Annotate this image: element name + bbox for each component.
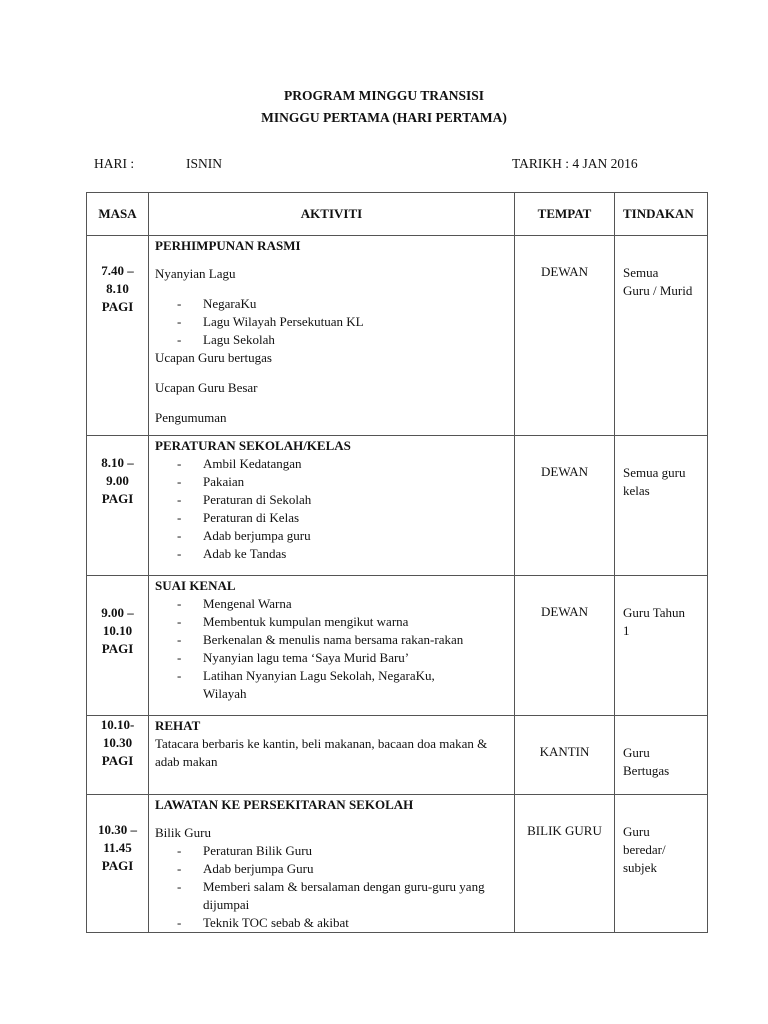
list-item: - Teknik TOC sebab & akibat <box>177 915 349 930</box>
table-row <box>87 436 708 576</box>
masa-cell: 10.10- 10.30 PAGI <box>87 716 149 795</box>
tempat-cell: DEWAN <box>515 436 615 576</box>
list-item: - Adab berjumpa Guru <box>177 861 314 876</box>
section-heading: PERATURAN SEKOLAH/KELAS <box>155 438 351 453</box>
tindakan-cell: Semua guru kelas <box>615 436 708 576</box>
masa-cell: 10.30 – 11.45 PAGI <box>87 795 149 933</box>
section-heading: PERHIMPUNAN RASMI <box>155 238 301 253</box>
table-header-row <box>87 193 708 236</box>
masa-cell: 9.00 – 10.10 PAGI <box>87 576 149 716</box>
list-item: - Lagu Wilayah Persekutuan KL <box>177 314 364 329</box>
hari-label: HARI : <box>94 156 135 171</box>
list-item: - Peraturan Bilik Guru <box>177 843 313 858</box>
tempat-cell: DEWAN <box>515 236 615 436</box>
list-item: - Latihan Nyanyian Lagu Sekolah, NegaraKu, Wilayah <box>177 668 435 701</box>
list-item: - NegaraKu <box>177 296 257 311</box>
aktiviti-cell: REHAT Tatacara berbaris ke kantin, beli makanan, bacaan doa makan & adab makan <box>149 716 515 795</box>
section-heading: LAWATAN KE PERSEKITARAN SEKOLAH <box>155 797 414 812</box>
list-item: - Adab berjumpa guru <box>177 528 311 543</box>
list-item: - Lagu Sekolah <box>177 332 275 347</box>
list-item: - Ambil Kedatangan <box>177 456 302 471</box>
tindakan-cell: Guru beredar/ subjek <box>615 795 708 933</box>
tempat-cell: BILIK GURU <box>515 795 615 933</box>
column-header-tindakan: TINDAKAN <box>615 193 708 236</box>
table-row <box>87 236 708 436</box>
table-row <box>87 795 708 933</box>
tempat-cell: KANTIN <box>515 716 615 795</box>
section-heading: REHAT <box>155 718 201 733</box>
masa-cell: 7.40 – 8.10 PAGI <box>87 236 149 436</box>
column-header-aktiviti: AKTIVITI <box>149 193 515 236</box>
aktiviti-cell <box>149 576 515 716</box>
tindakan-cell: Guru Bertugas <box>615 716 708 795</box>
column-header-masa: MASA <box>87 193 149 236</box>
list-item: - Berkenalan & menulis nama bersama rakan-rakan <box>177 632 464 647</box>
column-header-tempat: TEMPAT <box>515 193 615 236</box>
list-item: - Mengenal Warna <box>177 596 292 611</box>
list-item: - Membentuk kumpulan mengikut warna <box>177 614 409 629</box>
tempat-cell: DEWAN <box>515 576 615 716</box>
section-heading: SUAI KENAL <box>155 578 236 593</box>
list-item: - Peraturan di Kelas <box>177 510 300 525</box>
table-row <box>87 576 708 716</box>
table-row <box>87 716 708 795</box>
tindakan-cell: Semua Guru / Murid <box>615 236 708 436</box>
document-title: PROGRAM MINGGU TRANSISI <box>283 88 484 103</box>
aktiviti-cell <box>149 436 515 576</box>
tarikh: TARIKH : 4 JAN 2016 <box>512 156 638 171</box>
aktiviti-cell: PERHIMPUNAN RASMI Nyanyian Lagu - NegaraKu - Lagu Wilayah Persekutuan KL - Lagu Sekolah Ucapan Guru bertugas Ucapan Guru Besar Pengumuman <box>149 236 515 436</box>
document-subtitle: MINGGU PERTAMA (HARI PERTAMA) <box>261 110 507 125</box>
masa-cell: 8.10 – 9.00 PAGI <box>87 436 149 576</box>
list-item: - Nyanyian lagu tema ‘Saya Murid Baru’ <box>177 650 410 665</box>
list-item: - Adab ke Tandas <box>177 546 287 561</box>
hari-value: ISNIN <box>186 156 222 171</box>
schedule-table <box>86 192 708 933</box>
list-item: - Pakaian <box>177 474 245 489</box>
list-item: - Peraturan di Sekolah <box>177 492 312 507</box>
tindakan-cell: Guru Tahun 1 <box>615 576 708 716</box>
aktiviti-cell: LAWATAN KE PERSEKITARAN SEKOLAH Bilik Guru - Peraturan Bilik Guru - Adab berjumpa Guru - Memberi salam & bersalaman dengan guru-guru yang dijumpai - Teknik TOC sebab & akibat <box>149 795 515 933</box>
list-item: - Memberi salam & bersalaman dengan guru-guru yang dijumpai <box>177 879 485 912</box>
